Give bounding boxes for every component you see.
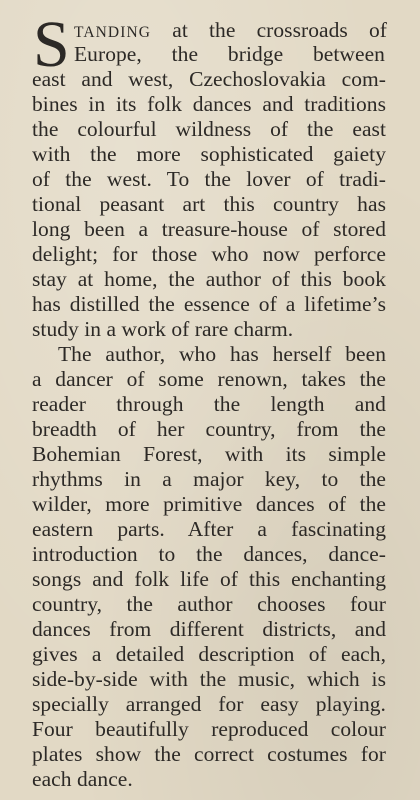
paragraph-1-line-2: Europe, the bridge between xyxy=(74,42,385,66)
paragraph-2-line-2: a dancer of some renown, takes the xyxy=(32,367,386,391)
paragraph-1-line-9: long been a treasure-house of stored xyxy=(32,217,386,241)
paragraph-2-line-9: introduction to the dances, dance- xyxy=(32,542,386,566)
paragraph-2-line-7: wilder, more primitive dances of the xyxy=(32,492,386,516)
paragraph-2-line-14: side-by-side with the music, which is xyxy=(32,667,386,691)
paragraph-2-line-1: The author, who has herself been xyxy=(58,342,386,366)
paragraph-1-line-1 xyxy=(74,18,387,45)
paragraph-1-line-4: bines in its folk dances and traditions xyxy=(32,92,386,116)
paragraph-2-line-10: songs and folk life of this enchanting xyxy=(32,567,386,591)
paragraph-2-line-18: each dance. xyxy=(32,767,133,791)
paragraph-1-line-3: east and west, Czechoslovakia com- xyxy=(32,67,386,91)
drop-cap-letter: S xyxy=(33,8,70,81)
paragraph-2-line-3: reader through the length and xyxy=(32,392,386,416)
paragraph-1-line-12: has distilled the essence of a lifetime’s xyxy=(32,292,386,316)
paragraph-1-line-7: of the west. To the lover of tradi- xyxy=(32,167,386,191)
paragraph-2-line-16: Four beautifully reproduced colour xyxy=(32,717,386,741)
paragraph-2-line-13: gives a detailed description of each, xyxy=(32,642,386,666)
paragraph-1-line-13: study in a work of rare charm. xyxy=(32,317,294,341)
paragraph-1-line-8: tional peasant art this country has xyxy=(32,192,386,216)
paragraph-1-line-5: the colourful wildness of the east xyxy=(32,117,386,141)
paragraph-2-line-4: breadth of her country, from the xyxy=(32,417,386,441)
paragraph-2-line-17: plates show the correct costumes for xyxy=(32,742,386,766)
paragraph-2-line-12: dances from different districts, and xyxy=(32,617,386,641)
paragraph-1-line-6: with the more sophisticated gaiety xyxy=(32,142,386,166)
text-line: at the crossroads of xyxy=(151,18,387,42)
paragraph-2-line-11: country, the author chooses four xyxy=(32,592,386,616)
paragraph-2-line-8: eastern parts. After a fascinating xyxy=(32,517,386,541)
paragraph-1-line-10: delight; for those who now perforce xyxy=(32,242,386,266)
paragraph-2-line-6: rhythms in a major key, to the xyxy=(32,467,386,491)
paragraph-2-line-5: Bohemian Forest, with its simple xyxy=(32,442,386,466)
small-caps-opening: TANDING xyxy=(74,24,152,41)
paragraph-2-line-15: specially arranged for easy playing. xyxy=(32,692,386,716)
paragraph-1-line-11: stay at home, the author of this book xyxy=(32,267,386,291)
